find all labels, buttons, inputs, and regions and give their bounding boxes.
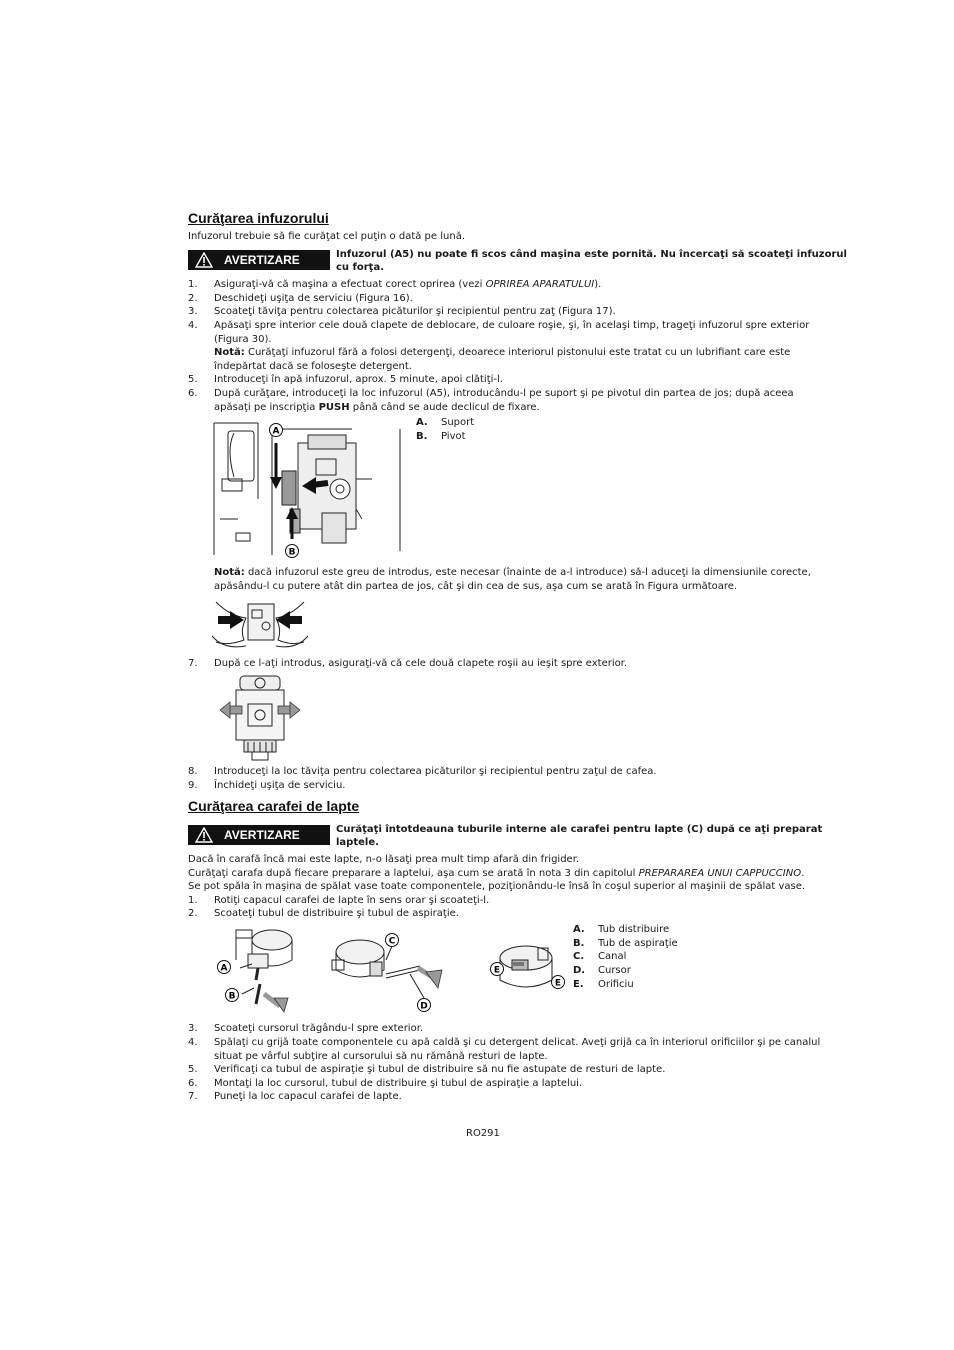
fig-label-a: A <box>272 426 280 437</box>
warning-triangle-icon <box>195 827 213 843</box>
list-item: 4. Apăsaţi spre interior cele două clapete de deblocare, de culoare roşie, şi, în acelaşi timp, trageţi infuzorul spre exterior (Figura 30). <box>188 320 810 345</box>
paragraph: Se pot spăla în maşina de spălat vase toate componentele, poziţionându-le însă în coşul superior al maşinii de spălat vase. <box>188 881 806 892</box>
paragraph: Dacă în carafă încă mai este lapte, n-o lăsaţi prea mult timp afară din frigider. <box>188 854 580 865</box>
warning-text: Curăţaţi întotdeauna tuburile interne ale carafei pentru lapte (C) după ce aţi preparat laptele. <box>336 824 823 848</box>
fig-label-b: B <box>228 991 236 1002</box>
infuzor-insert-figure <box>212 419 408 561</box>
fig-label-e: E <box>554 978 562 989</box>
list-item: 6. După curăţare, introduceţi la loc infuzorul (A5), introducându-l pe suport şi pe pivotul din partea de jos; după aceea apăsaţi pe inscripţia PUSH până când se aude declicul de fixare. <box>188 388 794 413</box>
fig-label-e: E <box>493 965 501 976</box>
carafe-cursor-figure <box>330 930 450 1014</box>
carafe-tubes-figure <box>212 924 302 1014</box>
infuzor-latches-figure <box>218 672 302 764</box>
fig-label-b: B <box>288 547 296 558</box>
note-2: Notă: dacă infuzorul este greu de introdus, este necesar (înainte de a-l introduce) să-l aduceţi la dimensiunile corecte, <box>214 567 811 578</box>
paragraph: Curăţaţi carafa după fiecare preparare a laptelui, aşa cum se arată în nota 3 din capitolul PREPARAREA UNUI CAPPUCCINO. <box>188 867 805 879</box>
intro-text: Infuzorul trebuie să fie curăţat cel puţin o dată pe lună. <box>188 231 465 242</box>
note-2-cont: apăsându-l cu putere atât din partea de jos, cât şi din cea de sus, aşa cum se arată în Figura următoare. <box>214 580 738 592</box>
page-number: RO291 <box>466 1128 500 1139</box>
fig-label-c: C <box>388 936 396 947</box>
infuzor-press-figure <box>210 596 310 652</box>
carafe-orifice-figure <box>488 940 568 996</box>
list-item: 4. Spălaţi cu grijă toate componentele cu apă caldă şi cu detergent delicat. Aveţi grijă ca în interiorul orificiilor şi pe canalul situat pe vârful subţire al cursorului să nu rămână resturi de lapte. <box>188 1037 821 1062</box>
warning-banner <box>188 825 330 845</box>
warning-banner <box>188 250 330 270</box>
fig-label-d: D <box>420 1001 428 1012</box>
warning-label: AVERTIZARE <box>224 828 300 842</box>
warning-text: Infuzorul (A5) nu poate fi scos când maşina este pornită. Nu încercaţi să scoateţi infuzorul cu forţa. <box>336 249 847 273</box>
note-1-cont: îndepărtat dacă se foloseşte detergent. <box>214 360 412 372</box>
warning-label: AVERTIZARE <box>224 253 300 267</box>
section-title-carafa: Curăţarea carafei de lapte <box>188 798 360 814</box>
warning-triangle-icon <box>195 252 213 268</box>
section-title-infuzor: Curăţarea infuzorului <box>188 210 329 226</box>
fig-label-a: A <box>220 963 228 974</box>
note-1: Notă: Curăţaţi infuzorul fără a folosi detergenţi, deoarece interiorul pistonului este tratat cu un lubrifiant care este <box>214 347 791 358</box>
